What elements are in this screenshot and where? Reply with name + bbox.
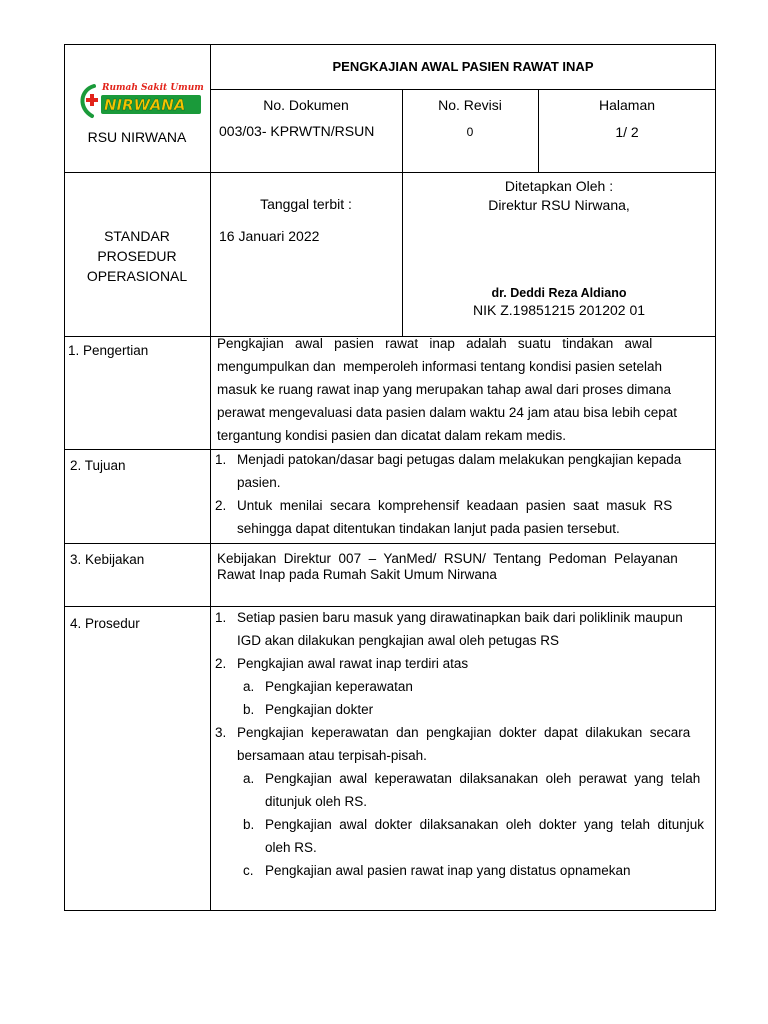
issued-date-label: Tanggal terbit : (260, 196, 352, 212)
list-number: 1. (215, 452, 227, 467)
signer-nik: NIK Z.19851215 201202 01 (472, 302, 646, 318)
list-item: sehingga dapat ditentukan tindakan lanjut pada pasien tersebut. (237, 521, 620, 536)
list-item: Untuk menilai secara komprehensif keadaan pasien saat masuk RS (237, 498, 673, 513)
list-letter: a. (243, 679, 255, 694)
list-item: Setiap pasien baru masuk yang dirawatinapkan baik dari poliklinik maupun (237, 610, 683, 625)
list-subitem: Pengkajian awal dokter dilaksanakan oleh dokter yang telah ditunjuk (265, 817, 705, 832)
page-value: 1/ 2 (615, 124, 639, 140)
kebijakan-text-line: Kebijakan Direktur 007 – YanMed/ RSUN/ Tentang Pedoman Pelayanan (217, 551, 678, 566)
text-line: tergantung kondisi pasien dan dicatat dalam rekam medis. (217, 428, 566, 443)
list-subitem: Pengkajian dokter (265, 702, 374, 717)
list-subitem: Pengkajian keperawatan (265, 679, 413, 694)
section-label-prosedur: 4. Prosedur (70, 616, 140, 631)
text-line: perawat mengevaluasi data pasien dalam waktu 24 jam atau bisa lebih cepat (217, 405, 678, 420)
approver-title: Direktur RSU Nirwana, (488, 197, 630, 213)
issued-date-value: 16 Januari 2022 (219, 228, 320, 244)
approved-by-label: Ditetapkan Oleh : (504, 178, 614, 194)
table-border-top (64, 44, 716, 45)
list-number: 1. (215, 610, 227, 625)
text-line: masuk ke ruang rawat inap yang merupakan tahap awal dari proses dimana (217, 382, 672, 397)
list-subitem: oleh RS. (265, 840, 317, 855)
list-number: 3. (215, 725, 227, 740)
section-label-pengertian: 1. Pengertian (68, 343, 149, 358)
kebijakan-text-line: Rawat Inap pada Rumah Sakit Umum Nirwana (217, 567, 497, 582)
doc-number-value: 003/03- KPRWTN/RSUN (219, 123, 375, 139)
revision-label: No. Revisi (438, 97, 502, 113)
list-letter: b. (243, 817, 255, 832)
list-item: Pengkajian keperawatan dan pengkajian dokter dapat dilakukan secara (237, 725, 691, 740)
revision-value: 0 (466, 125, 474, 139)
sop-label-line1: STANDAR (104, 228, 170, 244)
text-line: mengumpulkan dan memperoleh informasi tentang kondisi pasien setelah (217, 359, 663, 374)
hospital-logo (74, 80, 204, 122)
divider (210, 89, 716, 90)
list-subitem: Pengkajian awal keperawatan dilaksanakan oleh perawat yang telah (265, 771, 701, 786)
svg-text:NIRWANA: NIRWANA (104, 96, 186, 114)
column-divider (210, 44, 211, 911)
document-title: PENGKAJIAN AWAL PASIEN RAWAT INAP (332, 59, 594, 74)
list-item: Menjadi patokan/dasar bagi petugas dalam melakukan pengkajian kepada (237, 452, 682, 467)
table-border-bottom (64, 910, 716, 911)
list-letter: a. (243, 771, 255, 786)
list-item: pasien. (237, 475, 281, 490)
table-border-right (715, 44, 716, 911)
divider (64, 172, 716, 173)
table-border-left (64, 44, 65, 911)
page-label: Halaman (598, 97, 656, 113)
text-line: Pengkajian awal pasien rawat inap adalah suatu tindakan awal (217, 336, 653, 351)
doc-number-label: No. Dokumen (263, 97, 349, 113)
hospital-name: RSU NIRWANA (87, 129, 187, 145)
sop-label-line2: PROSEDUR (97, 248, 177, 264)
list-item: Pengkajian awal rawat inap terdiri atas (237, 656, 469, 671)
signer-name: dr. Deddi Reza Aldiano (491, 286, 627, 300)
section-label-tujuan: 2. Tujuan (70, 458, 126, 473)
list-letter: b. (243, 702, 255, 717)
section-label-kebijakan: 3. Kebijakan (70, 552, 145, 567)
list-letter: c. (243, 863, 254, 878)
list-number: 2. (215, 498, 227, 513)
list-subitem: ditunjuk oleh RS. (265, 794, 368, 809)
svg-text:Rumah Sakit Umum: Rumah Sakit Umum (102, 83, 204, 93)
list-subitem: Pengkajian awal pasien rawat inap yang distatus opnamekan (265, 863, 631, 878)
list-item: IGD akan dilakukan pengkajian awal oleh petugas RS (237, 633, 559, 648)
sop-label-line3: OPERASIONAL (86, 268, 188, 284)
list-item: bersamaan atau terpisah-pisah. (237, 748, 427, 763)
divider (64, 543, 716, 544)
list-number: 2. (215, 656, 227, 671)
